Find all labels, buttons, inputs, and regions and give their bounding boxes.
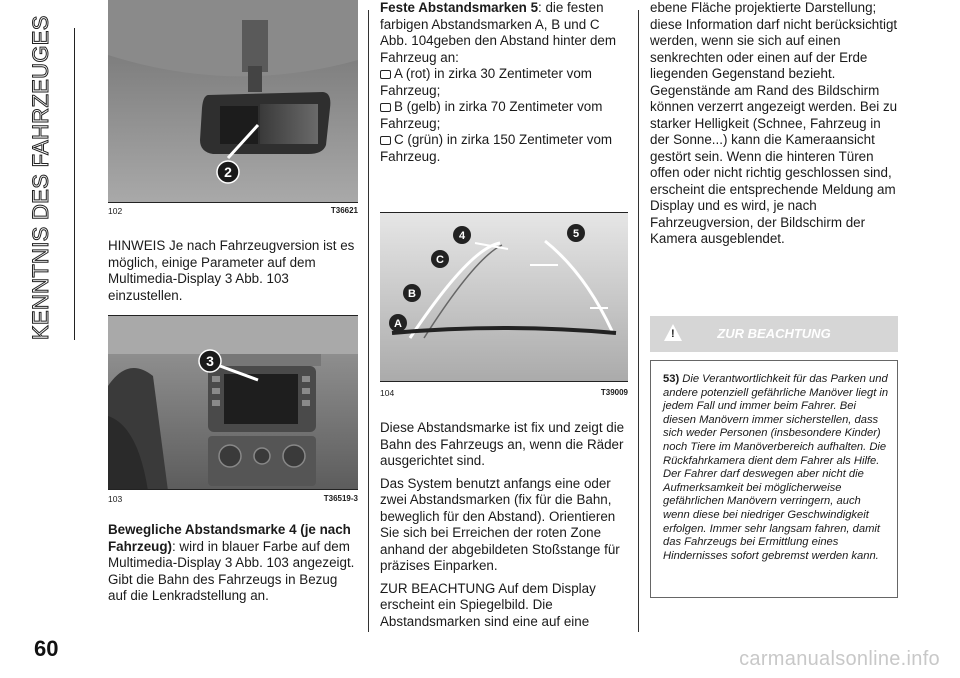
sidebar-rule [74, 28, 75, 340]
figure-number: 102 [108, 206, 123, 216]
svg-text:5: 5 [572, 228, 580, 240]
checkbox-bullet-icon [380, 70, 391, 79]
svg-text:4: 4 [458, 230, 466, 242]
paragraph: Diese Abstandsmarke ist fix und zeigt die Bahn des Fahrzeugs an, wenn die Räder ausgerichtet sind. [380, 420, 625, 468]
callout-3-label: 3 [206, 353, 214, 369]
fixed-marker-text: : die festen farbigen Abstandsmarken A, B und C Abb. 104geben den Abstand hinter dem Fahrzeug an: [380, 0, 617, 65]
fixed-marker-paragraph [380, 0, 628, 66]
list-item: C (grün) in zirka 150 Zentimeter vom Fahrzeug. [380, 132, 613, 164]
figure-102-image [108, 0, 358, 203]
warning-box [650, 360, 898, 598]
figure-103-caption [108, 494, 358, 504]
page-number: 60 [34, 636, 59, 661]
list-item: B (gelb) in zirka 70 Zentimeter vom Fahrzeug; [380, 99, 603, 131]
figure-104-caption [380, 388, 628, 398]
moving-marker-text: : wird in blauer Farbe auf dem Multimedia-Display 3 Abb. 103 angezeigt. Gibt die Bahn des Fahrzeugs in Bezug auf die Lenkradstellung an. [108, 538, 355, 603]
svg-text:B: B [408, 288, 416, 300]
moving-marker-heading: Bewegliche Abstandsmarke 4 (je nach Fahrzeug) [108, 522, 351, 554]
warning-text: Die Verantwortlichkeit für das Parken und andere potenziell gefährliche Manöver liegt in jedem Fall und immer beim Fahrer. Bei diesen Manövern immer sicherstellen, dass sich weder Personen (insbesondere Kinder) noch Tiere im Manöverbereich aufhalten. Die Rückfahrkamera dient dem Fahrer als Hilfe. Der Fahrer darf deswegen aber nicht die Aufmerksamkeit bei möglicherweise gefährlichen Manövern verringern, auch wenn diese bei niedriger Geschwindigkeit erfolgen. Immer sehr langsam fahren, damit das Fahrzeugs bei Ermittlung eines Hindernisses sofort gebremst werden kann. [663, 373, 889, 562]
warning-triangle-icon: ! [664, 324, 682, 341]
column-divider [368, 10, 369, 632]
figure-104-image [380, 213, 628, 382]
paragraph: Das System benutzt anfangs eine oder zwei Abstandsmarken (fix für die Bahn, beweglich für den Abstand). Orientieren Sie sich bei Erreichen der roten Zone anhand der abgebildeten Stoßstange für präzises Einparken. [380, 475, 620, 573]
paragraph: ZUR BEACHTUNG Auf dem Display erscheint ein Spiegelbild. Die Abstandsmarken sind eine auf eine [380, 580, 596, 629]
checkbox-bullet-icon [380, 103, 391, 112]
warning-ref: 53) [663, 373, 680, 385]
watermark: carmanualsonline.info [739, 648, 940, 670]
svg-text:A: A [394, 318, 402, 330]
figure-103-image [108, 316, 358, 490]
list-item: A (rot) in zirka 30 Zentimeter vom Fahrzeug; [380, 66, 592, 98]
moving-marker-paragraph [108, 522, 358, 605]
figure-code: T36621 [330, 206, 358, 215]
figure-102 [108, 0, 358, 203]
figure-number: 104 [380, 388, 395, 398]
figure-103 [108, 315, 358, 490]
figure-102-caption [108, 206, 358, 216]
checkbox-bullet-icon [380, 136, 391, 145]
note-text: HINWEIS Je nach Fahrzeugversion ist es möglich, einige Parameter auf dem Multimedia-Display 3 Abb. 103 einzustellen. [108, 238, 355, 303]
svg-text:C: C [436, 254, 444, 266]
warning-header [650, 316, 898, 352]
column-divider [638, 10, 639, 632]
figure-code: T36519-3 [323, 494, 358, 503]
paragraph: ebene Fläche projektierte Darstellung; diese Information darf nicht berücksichtigt werden, wenn sie sich auf einen senkrechten oder einen auf der Erde liegenden Gegenstand bezieht. Gegenstände am Rand des Bildschirm können verzerrt angezeigt werden. Bei zu starker Helligkeit (Schnee, Fahrzeug in der Sonne...) kann die Kameraansicht gestört sein. Wenn die hinteren Türen offen oder nicht richtig geschlossen sind, erscheint die entsprechende Meldung am Display und es wird, je nach Fahrzeugversion, der Bildschirm der Kamera ausgeblendet. [650, 0, 898, 246]
warning-title: ZUR BEACHTUNG [717, 326, 831, 341]
section-title: KENNTNIS DES FAHRZEUGES [28, 15, 53, 340]
figure-104 [380, 212, 628, 382]
fixed-marker-heading: Feste Abstandsmarken 5 [380, 0, 539, 15]
callout-2-label: 2 [224, 164, 232, 180]
figure-number: 103 [108, 494, 123, 504]
figure-code: T39009 [600, 388, 628, 397]
